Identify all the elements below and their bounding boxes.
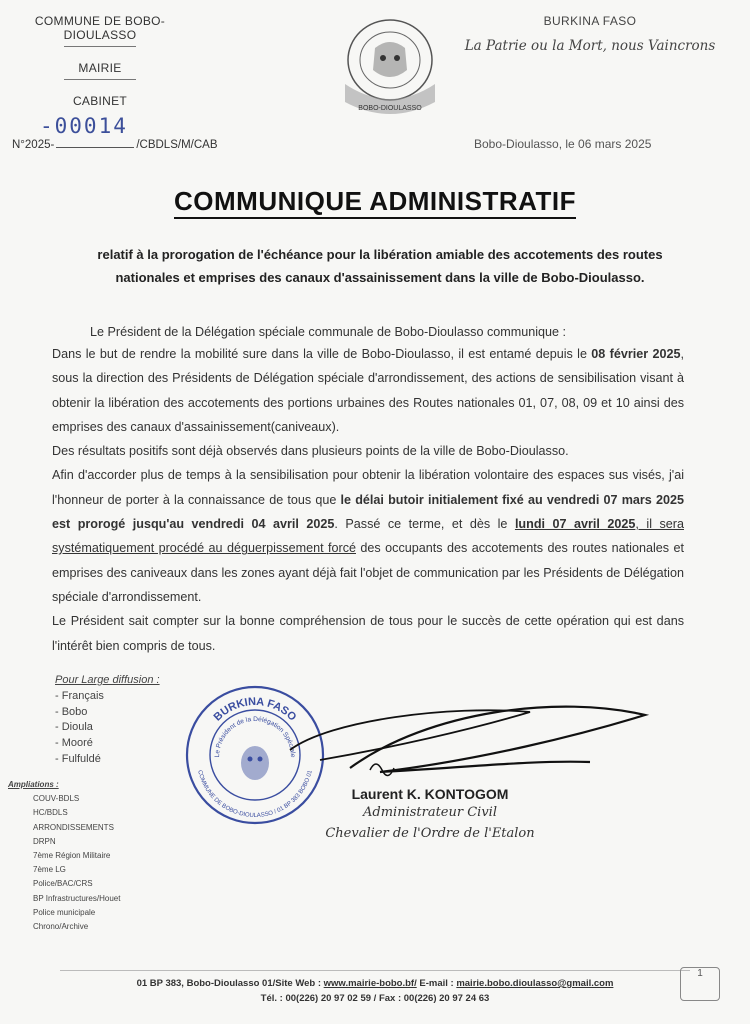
list-item: - Fulfuldé bbox=[55, 752, 101, 765]
national-motto: La Patrie ou la Mort, nous Vaincrons bbox=[464, 38, 716, 54]
divider bbox=[64, 46, 136, 47]
document-subtitle: relatif à la prorogation de l'échéance pour la libération amiable des accotements des routes nationales et emprises des canaux d'assainissement dans la ville de Bobo-Dioulasso. bbox=[97, 247, 663, 285]
p3-text: Afin d'accorder plus de temps à la sensibilisation pour obtenir la libération volontaire des espaces sus visés, j'ai l'honneur de porter à la connaissance de tous que bbox=[52, 468, 684, 507]
divider bbox=[64, 79, 136, 80]
diffusion-list bbox=[55, 673, 160, 768]
list-item: Chrono/Archive bbox=[33, 922, 89, 932]
reference-number bbox=[12, 139, 218, 151]
signer-name: Laurent K. KONTOGOM bbox=[351, 786, 509, 802]
footer-line-2: Tél. : 00(226) 20 97 02 59 / Fax : 00(226) 20 97 24 63 bbox=[260, 993, 490, 1004]
country-name: BURKINA FASO bbox=[543, 14, 637, 28]
reference-blank bbox=[56, 147, 134, 148]
list-item: 7ème LG bbox=[33, 865, 66, 875]
list-item: Police/BAC/CRS bbox=[33, 879, 93, 889]
footer-email-link[interactable]: mairie.bobo.dioulasso@gmail.com bbox=[456, 978, 614, 989]
commune-emblem-icon bbox=[325, 14, 455, 124]
handwritten-number: -00014 bbox=[40, 114, 128, 138]
list-item: HC/BDLS bbox=[33, 808, 68, 818]
paragraph-4: Le Président sait compter sur la bonne compréhension de tous pour le succès de cette opération qui est dans l'intérêt bien compris de tous. bbox=[52, 614, 684, 653]
title-text: COMMUNIQUE ADMINISTRATIF bbox=[174, 186, 576, 219]
p3-eviction-text: , il sera systématiquement procédé au déguerpissement forcé bbox=[52, 517, 684, 556]
p1-date: 08 février 2025 bbox=[591, 347, 681, 361]
footer-website-link[interactable]: www.mairie-bobo.bf/ bbox=[323, 978, 417, 989]
commune-name: COMMUNE DE BOBO-DIOULASSO bbox=[34, 14, 166, 42]
stamp-bottom-text: COMMUNE DE BOBO-DIOULASSO / 01 BP 383 BOBO 01 bbox=[196, 769, 314, 820]
list-item: Police municipale bbox=[33, 907, 96, 917]
ampliations-list bbox=[8, 778, 120, 934]
list-item: ARRONDISSEMENTS bbox=[33, 822, 114, 832]
footer-line-1 bbox=[0, 976, 750, 991]
page-number: 1 bbox=[680, 967, 720, 1001]
cabinet-label: CABINET bbox=[72, 94, 128, 108]
ampliations-heading: Ampliations : bbox=[8, 780, 59, 789]
reference-suffix: /CBDLS/M/CAB bbox=[136, 139, 218, 151]
document-title bbox=[0, 186, 750, 217]
signer-block bbox=[300, 786, 560, 841]
list-item: - Français bbox=[55, 689, 104, 702]
emblem-text: BOBO-DIOULASSO bbox=[358, 105, 422, 112]
intro-line bbox=[90, 320, 650, 344]
footer-divider bbox=[60, 970, 690, 971]
p1-text: Dans le but de rendre la mobilité sure dans la ville de Bobo-Dioulasso, il est entamé depuis le bbox=[52, 347, 592, 361]
diffusion-heading: Pour Large diffusion : bbox=[55, 674, 160, 686]
p3-text-mid: . Passé ce terme, et dès le bbox=[334, 517, 515, 532]
p1-text-end: , sous la direction des Présidents de Délégation spéciale d'arrondissement, des actions de sensibilisation visant à obtenir la libération des accotements des portions urbaines des Routes nationales 01, 07, 08, 09 et 10 ainsi des emprises des canaux d'assainissement(caniveaux). bbox=[52, 347, 684, 434]
intro-text: Le Président de la Délégation spéciale communale de Bobo-Dioulasso communique : bbox=[90, 325, 567, 339]
footer-address: 01 BP 383, Bobo-Dioulasso 01/Site Web : bbox=[136, 978, 324, 989]
list-item: - Dioula bbox=[55, 721, 93, 734]
signature-icon bbox=[230, 690, 660, 800]
list-item: - Bobo bbox=[55, 705, 88, 718]
stamp-top-text: BURKINA FASO bbox=[211, 695, 299, 724]
p3-deadline: le délai butoir initialement fixé au vendredi 07 mars 2025 est prorogé jusqu'au vendredi 04 avril 2025 bbox=[52, 492, 684, 532]
header-right bbox=[440, 14, 740, 54]
signer-title: Administrateur Civil bbox=[363, 805, 497, 820]
stamp-inner-text: Le Président de la Délégation Spéciale bbox=[213, 715, 297, 758]
paragraph-1 bbox=[52, 342, 684, 439]
list-item: COUV-BDLS bbox=[33, 794, 80, 804]
signer-distinction: Chevalier de l'Ordre de l'Etalon bbox=[325, 826, 535, 841]
p3-eviction-date: lundi 07 avril 2025 bbox=[514, 517, 636, 532]
reference-prefix: N°2025- bbox=[12, 139, 55, 151]
list-item: 7ème Région Militaire bbox=[33, 851, 111, 861]
mairie-label: MAIRIE bbox=[78, 61, 122, 75]
footer-email-label: E-mail : bbox=[416, 978, 457, 989]
communique-body bbox=[52, 342, 684, 658]
list-item: - Mooré bbox=[55, 737, 93, 750]
header-left bbox=[0, 14, 200, 108]
list-item: DRPN bbox=[33, 836, 56, 846]
date-line: Bobo-Dioulasso, le 06 mars 2025 bbox=[474, 137, 652, 151]
paragraph-2: Des résultats positifs sont déjà observés dans plusieurs points de la ville de Bobo-Dioulasso. bbox=[52, 444, 569, 459]
footer bbox=[0, 976, 750, 1006]
list-item: BP Infrastructures/Houet bbox=[33, 893, 121, 903]
p3-text-end: des occupants des accotements des routes nationales et emprises des caniveaux dans les zones ayant déjà fait l'objet de communication par les Présidents de Délégation spéciale d'arrondissement. bbox=[52, 541, 684, 604]
paragraph-3 bbox=[52, 463, 684, 609]
